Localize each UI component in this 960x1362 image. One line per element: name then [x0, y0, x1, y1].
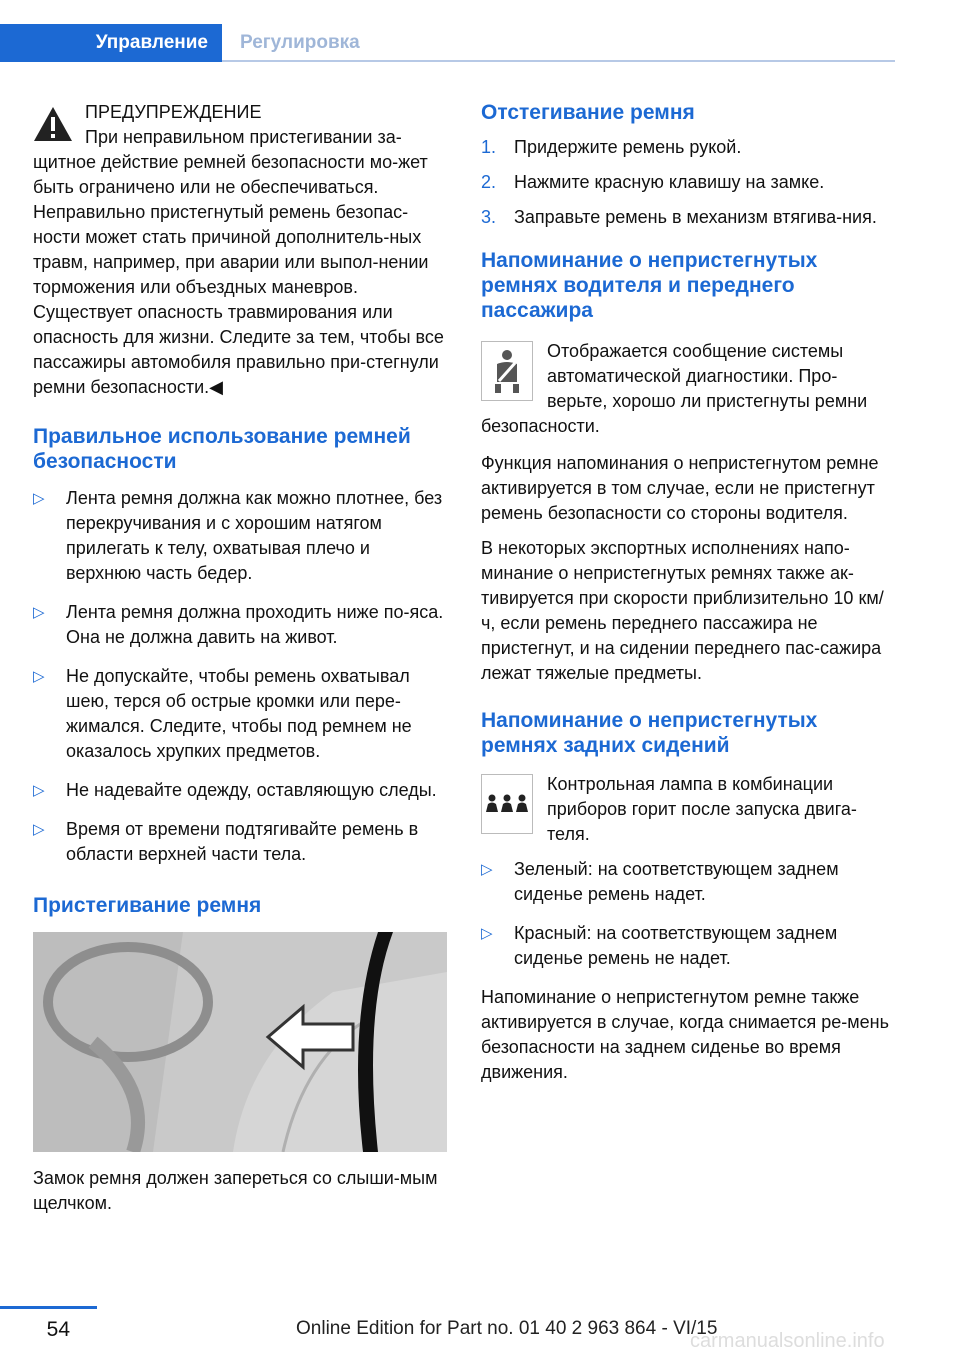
- triangle-bullet-icon: ▷: [33, 668, 45, 685]
- warning-first-line: При неправильном пристегивании за-: [85, 127, 402, 147]
- list-item: ▷ Не надевайте одежду, оставляющую следы.: [33, 778, 447, 803]
- triangle-bullet-icon: ▷: [33, 782, 45, 799]
- section-title-unfastening: Отстегивание ремня: [481, 101, 695, 124]
- warning-text: щитное действие ремней безопасности мо-жет быть ограничено или не обеспечиваться. Неправильно пристегнутый ремень безопас-ности может стать причиной дополнитель-ных травм, например, при аварии или выпол-нении торможения или объездных маневров. Существует опасность травмирования или опасность для жизни. Следите за тем, чтобы все пассажиры автомобиля правильно при-стегнули ремни безопасности.◀: [33, 152, 444, 397]
- front-reminder-paragraph-1: Функция напоминания о непристегнутом ремне активируется в том случае, если не пристегнут ремень безопасности со стороны водителя.: [481, 453, 879, 523]
- rear-reminder-paragraph: Напоминание о непристегнутом ремне также активируется в случае, когда снимается ре-мень безопасности на заднем сиденье во время движения.: [481, 987, 889, 1082]
- list-item: ▷ Красный: на соответствующем заднем сиденье ремень не надет.: [481, 923, 838, 968]
- triangle-bullet-icon: ▷: [481, 861, 493, 878]
- list-item: ▷ Не допускайте, чтобы ремень охватывал шею, терся об острые кромки или пере-жимался. Следите, чтобы под ремнем не оказалось хрупких предметов.: [33, 666, 412, 761]
- warning-title: ПРЕДУПРЕЖДЕНИЕ: [85, 102, 262, 122]
- front-reminder-icon-text: Отображается сообщение системы автоматической диагностики. Про-верьте, хорошо ли пристегнуты ремни безопасности.: [481, 341, 868, 436]
- triangle-bullet-icon: ▷: [481, 925, 493, 942]
- triangle-bullet-icon: ▷: [33, 490, 45, 507]
- front-reminder-icon-block: [481, 339, 895, 439]
- left-column: [33, 100, 447, 1216]
- tab-underline: [222, 60, 895, 62]
- front-reminder-paragraph-2: В некоторых экспортных исполнениях напо-минание о непристегнутых ремнях также ак-тивируется при скорости приблизительно 10 км/ч, если ремень переднего пассажира не пристегнут, и на сидении переднего пас-сажира лежат тяжелые предметы.: [481, 538, 884, 683]
- seatbelt-buckle-photo: [33, 932, 447, 1152]
- list-item: 3. Заправьте ремень в механизм втягива-ния.: [481, 205, 895, 230]
- page-number: 54: [46, 1318, 70, 1341]
- rear-seats-occupants-icon: [481, 774, 533, 834]
- step-number: 3.: [481, 207, 497, 227]
- list-item: ▷ Зеленый: на соответствующем заднем сиденье ремень надет.: [481, 859, 839, 904]
- watermark: carmanualsonline.info: [690, 1330, 885, 1352]
- triangle-bullet-icon: ▷: [33, 604, 45, 621]
- tab-control[interactable]: Управление: [0, 24, 222, 62]
- warning-triangle-icon: [33, 106, 73, 142]
- footer-rule: [0, 1306, 97, 1309]
- rear-reminder-icon-text: Контрольная лампа в комбинации приборов горит после запуска двига-теля.: [547, 774, 857, 844]
- seat-illustration: [33, 932, 447, 1152]
- list-item: ▷ Лента ремня должна как можно плотнее, без перекручивания и с хорошим натягом прилегать к телу, охватывая плечо и верхнюю часть бедер.: [33, 488, 443, 583]
- unfastening-steps: [481, 135, 895, 230]
- tab-adjustment[interactable]: Регулировка: [240, 32, 360, 53]
- seatbelt-icon: [481, 341, 533, 401]
- triangle-bullet-icon: ▷: [33, 821, 45, 838]
- rear-reminder-icon-block: [481, 772, 895, 847]
- step-number: 2.: [481, 172, 497, 192]
- list-item: 1. Придержите ремень рукой.: [481, 135, 895, 160]
- photo-caption: Замок ремня должен запереться со слыши-мым щелчком.: [33, 1168, 438, 1213]
- section-title-fastening: Пристегивание ремня: [33, 894, 262, 917]
- section-title-rear-reminder: Напоминание о непристегнутых ремнях задних сидений: [481, 709, 818, 757]
- list-item: 2. Нажмите красную клавишу на замке.: [481, 170, 895, 195]
- list-item: ▷ Лента ремня должна проходить ниже по-яса. Она не должна давить на живот.: [33, 602, 444, 647]
- warning-block: [33, 100, 447, 400]
- usage-bullet-list: [33, 486, 447, 867]
- rear-reminder-bullets: [481, 857, 895, 971]
- header-tabs: [0, 24, 895, 62]
- edition-note: Online Edition for Part no. 01 40 2 963 864 - VI/15: [296, 1318, 718, 1339]
- section-title-correct-usage: Правильное использование ремней безопасности: [33, 425, 411, 473]
- right-column: [481, 100, 895, 1085]
- list-item: ▷ Время от времени подтягивайте ремень в области верхней части тела.: [33, 819, 419, 864]
- step-number: 1.: [481, 137, 497, 157]
- section-title-front-reminder: Напоминание о непристегнутых ремнях водителя и переднего пассажира: [481, 249, 818, 322]
